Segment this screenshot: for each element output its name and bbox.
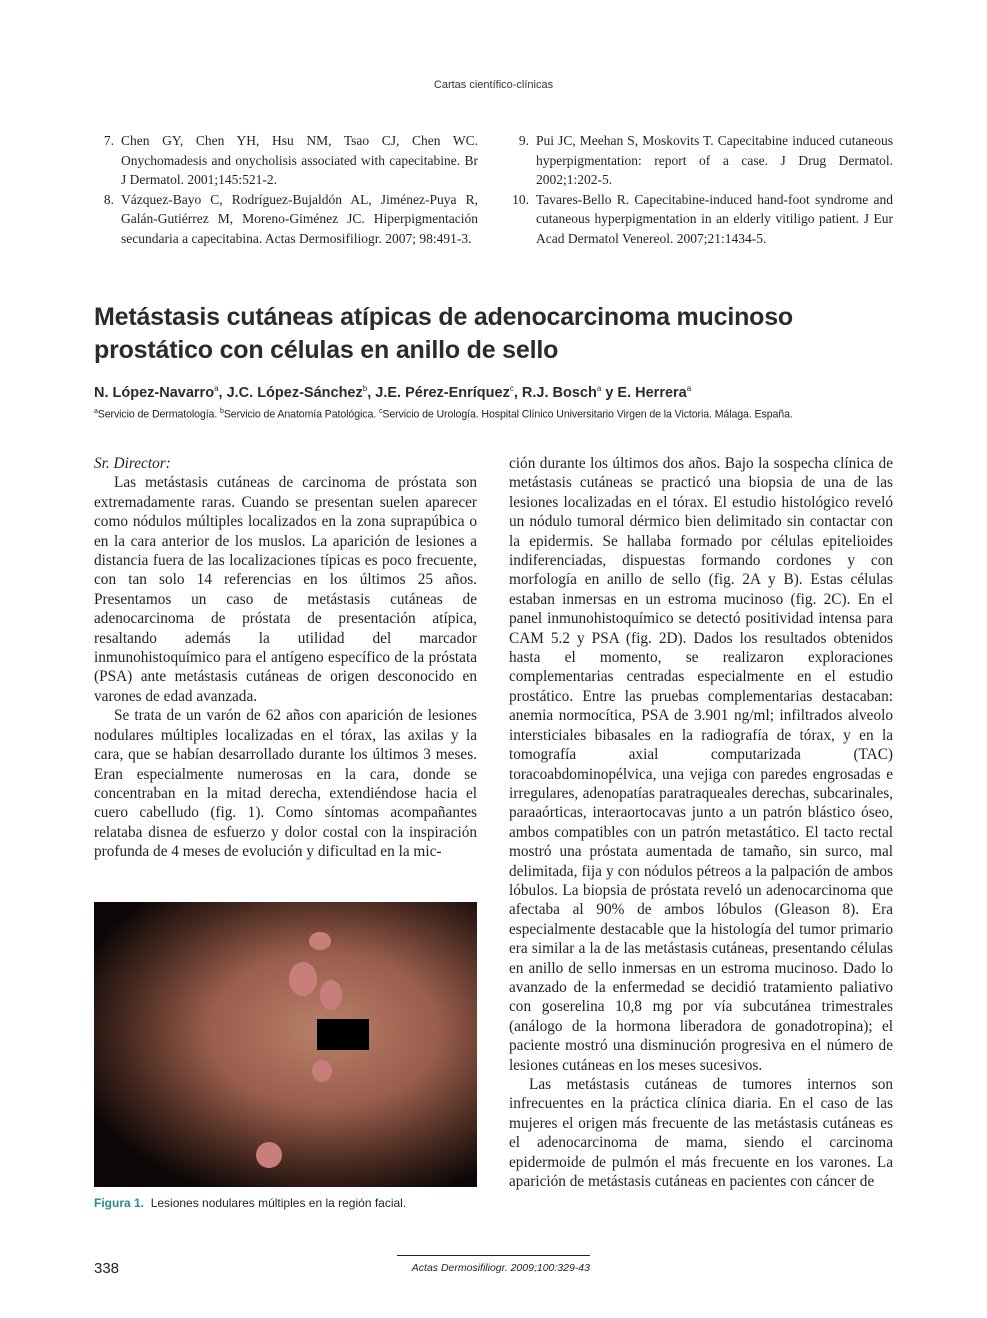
reference-text: Pui JC, Meehan S, Moskovits T. Capecitabine induced cutaneous hyperpigmentation: report of a case. J Drug Dermatol. 2002;1:202-5. <box>536 133 893 188</box>
footer-rule <box>397 1255 590 1256</box>
reference-number: 7. <box>103 133 114 148</box>
author-affiliation-mark: b <box>362 384 368 393</box>
author-name: J.E. Pérez-Enríquez <box>375 384 510 401</box>
affiliation-text: Servicio de Urología. Hospital Clínico Universitario Virgen de la Victoria. Málaga. España. <box>382 408 793 421</box>
body-paragraph: ción durante los últimos dos años. Bajo la sospecha clínica de metástasis cutáneas se practicó una biopsia de una de las lesiones localizadas en el tórax. El estudio histológico reveló un nódulo tumoral dérmico bien delimitado sin contactar con la epidermis. Se hallaba formado por células epitelioides indiferenciadas, dispuestas formando cordones y con morfología en anillo de sello (fig. 2A y B). Estas células estaban inmersas en un estroma mucinoso (fig. 2C). En el panel inmunohistoquímico se detectó positividad intensa para CAM 5.2 y PSA (fig. 2D). Dados los resultados obtenidos hasta el momento, se realizaron exploraciones complementarias centradas especialmente en el estudio prostático. Entre las pruebas complementarias destacaban: anemia normocítica, PSA de 3.901 ng/ml; infiltrados alveolo intersticiales bibasales en la radiografía de tórax, y en la tomografía axial computarizada (TAC) toracoabdominopélvica, una vejiga con paredes engrosadas e irregulares, adenopatías paratraqueales derechas, subcarinales, paraaórticas, interaortocavas junto a un patrón blástico óseo, ambos compatibles con un patrón metastático. El tacto rectal mostró una próstata aumentada de tamaño, sin surco, mal delimitada, fija y con nódulos pétreos a la palpación de ambos lóbulos. La biopsia de próstata reveló un adenocarcinoma que afectaba al 90% de ambos lóbulos (Gleason 8). Era especialmente destacable que la histología del tumor primario era similar a la de las metástasis cutáneas, presentando células en anillo de sello inmersas en un estroma mucinoso. Dado lo avanzado de la enfermedad se decidió tratamiento paliativo con goserelina 10,8 mg por vía subcutánea trimestrales (análogo de la hormona liberadora de gonadotropina); el paciente mostró una disminución progresiva en el número de lesiones cutáneas en los meses sucesivos. <box>509 455 893 1074</box>
reference-item <box>94 131 478 190</box>
reference-item <box>509 190 893 249</box>
reference-number: 9. <box>518 133 529 148</box>
nodule-lesion <box>320 980 342 1010</box>
author-name: N. López-Navarro <box>94 384 215 401</box>
author-affiliation-mark: a <box>596 384 602 393</box>
nodule-lesion <box>312 1060 332 1082</box>
body-paragraph: Se trata de un varón de 62 años con aparición de lesiones nodulares múltiples localizadas en el tórax, las axilas y la cara, que se habían desarrollado durante los últimos 3 meses. Eran especialmente numerosas en la cara, donde se concentraban en la mitad derecha, extendiéndose hacia el cuero cabelludo (fig. 1). Como síntomas acompañantes relataba disnea de esfuerzo y dolor costal con la inspiración profunda de 4 meses de evolución y dificultad en la mic- <box>94 707 477 861</box>
body-paragraph: Las metástasis cutáneas de carcinoma de próstata son extremadamente raras. Cuando se presentan suelen aparecer como nódulos múltiples localizados en la zona suprapúbica o en la cara anterior de los muslos. La aparición de lesiones a distancia fuera de las localizaciones típicas es poco frecuente, con tan solo 14 referencias en los últimos 25 años. Presentamos un caso de metástasis cutáneas de adenocarcinoma de próstata de presentación atípica, resaltando además la utilidad del marcador inmunohistoquímico para el antígeno específico de la próstata (PSA) ante metástasis cutáneas de origen desconocido en varones de edad avanzada. <box>94 474 477 705</box>
running-header: Cartas científico-clínicas <box>433 79 554 91</box>
body-column-left <box>94 454 477 862</box>
affiliation-text: Servicio de Anatomía Patológica. <box>223 408 379 421</box>
author-name: J.C. López-Sánchez <box>226 384 363 401</box>
nodule-lesion <box>289 962 317 996</box>
affiliation-mark: a <box>94 408 98 415</box>
journal-citation: Actas Dermosifiliogr. 2009;100:329-43 <box>411 1262 590 1274</box>
figure-label: Figura 1. <box>94 1196 145 1210</box>
reference-number: 10. <box>512 191 529 207</box>
figure-1-photo <box>94 902 477 1187</box>
author-affiliation-mark: c <box>509 384 514 393</box>
author-affiliation-mark: a <box>686 384 692 393</box>
references-right <box>509 131 893 249</box>
author-separator: y <box>601 384 618 401</box>
article-title: Metástasis cutáneas atípicas de adenocarcinoma mucinoso prostático con células en anillo de sello <box>94 303 793 364</box>
affiliations <box>94 408 914 421</box>
figure-caption-text: Lesiones nodulares múltiples en la región facial. <box>150 1196 407 1210</box>
page-number: 338 <box>94 1260 120 1277</box>
reference-number: 8. <box>103 191 114 207</box>
anonymization-bar <box>317 1019 369 1050</box>
nodule-lesion <box>309 932 331 950</box>
author-list <box>94 384 894 401</box>
references-left <box>94 131 478 249</box>
body-paragraph: Las metástasis cutáneas de tumores internos son infrecuentes en la práctica clínica diaria. En el caso de las mujeres el origen más frecuente de las metástasis cutáneas es el adenocarcinoma de mama, siendo el carcinoma epidermoide de pulmón el más frecuente en los varones. La aparición de metástasis cutáneas en pacientes con cáncer de <box>509 1076 893 1191</box>
reference-text: Tavares-Bello R. Capecitabine-induced hand-foot syndrome and cutaneous hyperpigmentation in an elderly vitiligo patient. J Eur Acad Dermatol Venereol. 2007;21:1434-5. <box>536 191 893 246</box>
nodule-lesion <box>256 1142 282 1168</box>
salutation: Sr. Director: <box>94 455 171 472</box>
author-separator: , <box>513 384 522 401</box>
reference-item <box>509 131 893 190</box>
author-name: E. Herrera <box>617 384 687 401</box>
author-affiliation-mark: a <box>214 384 219 393</box>
reference-item <box>94 190 478 249</box>
author-separator: , <box>218 384 227 401</box>
reference-text: Chen GY, Chen YH, Hsu NM, Tsao CJ, Chen WC. Onychomadesis and onycholisis associated with capecitabine. Br J Dermatol. 2001;145:521-2. <box>121 133 478 188</box>
affiliation-mark: c <box>378 408 383 415</box>
author-name: R.J. Bosch <box>521 384 597 401</box>
affiliation-mark: b <box>220 408 224 415</box>
body-column-right <box>509 454 893 1191</box>
affiliation-text: Servicio de Dermatología. <box>97 408 221 421</box>
figure-caption <box>94 1196 494 1210</box>
author-separator: , <box>367 384 376 401</box>
reference-text: Vázquez-Bayo C, Rodríguez-Bujaldón AL, Jiménez-Puya R, Galán-Gutiérrez M, Moreno-Giménez JC. Hiperpigmentación secundaria a capecitabina. Actas Dermosifiliogr. 2007; 98:491-3. <box>121 191 478 246</box>
